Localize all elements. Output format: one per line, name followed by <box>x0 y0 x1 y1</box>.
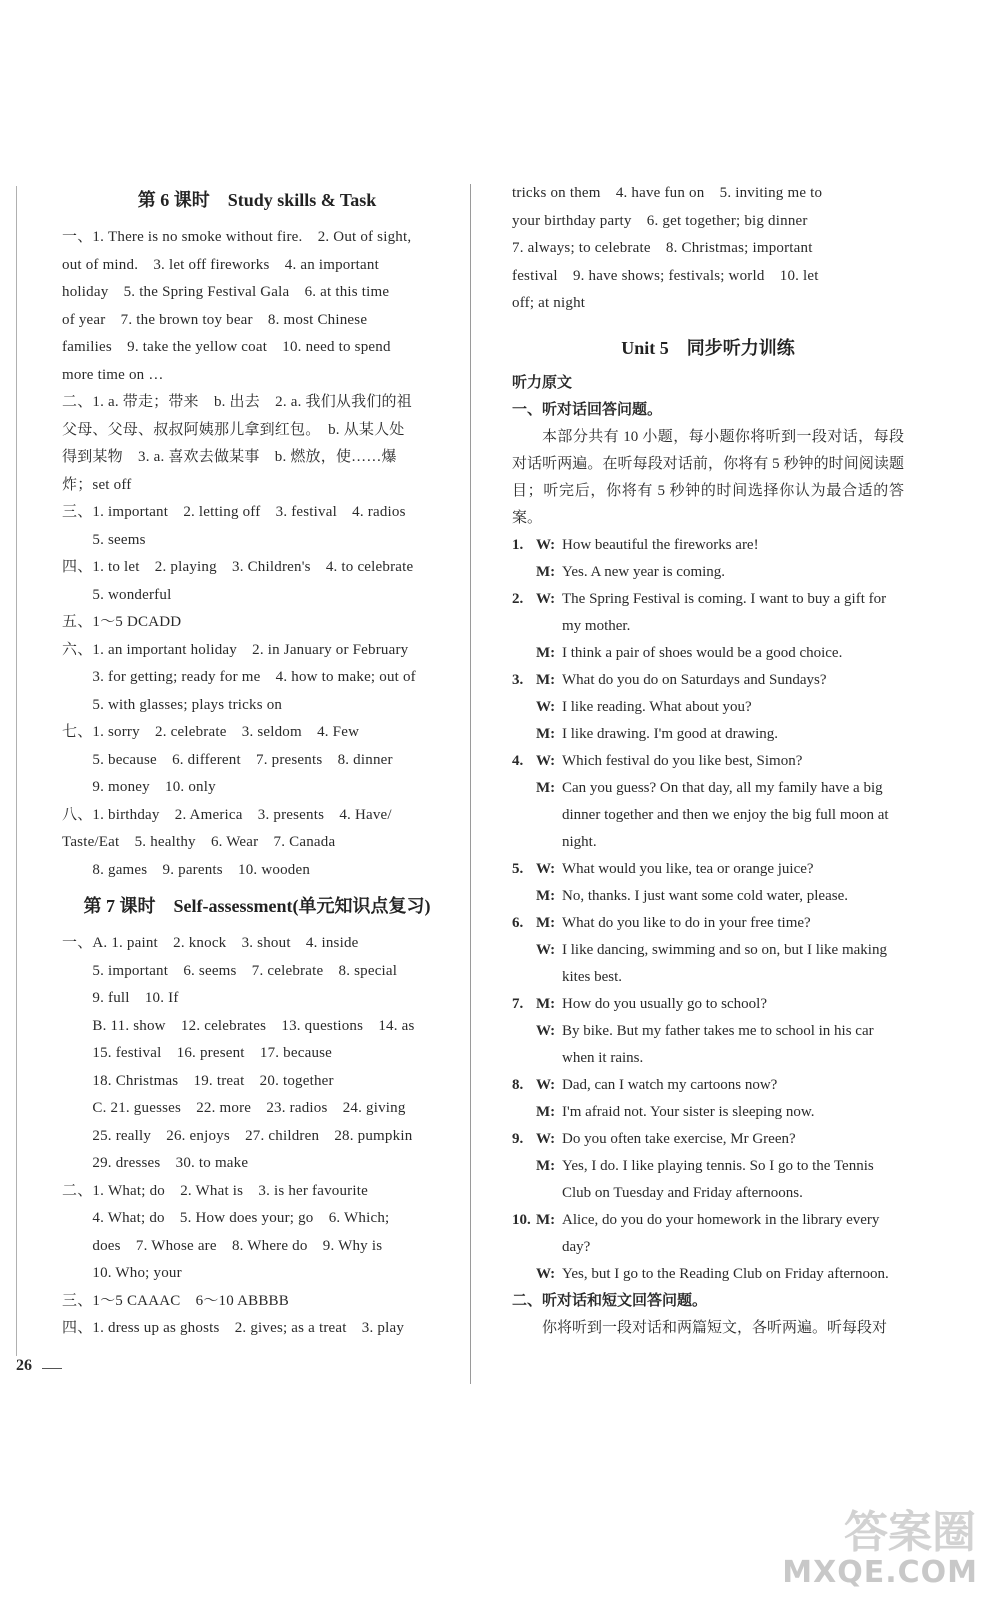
dialogue-line <box>512 667 904 694</box>
dialogue-number <box>512 1099 536 1126</box>
speaker-label: M: <box>536 914 556 931</box>
answer-line: B. 11. show 12. celebrates 13. questions 14. as <box>62 1017 415 1034</box>
dialogue-line <box>512 1072 904 1099</box>
speech-text: Dad, can I watch my cartoons now? <box>562 1076 778 1093</box>
answer-line: Taste/Eat 5. healthy 6. Wear 7. Canada <box>62 834 336 850</box>
part1-intro: 本部分共有 10 小题，每小题你将听到一段对话，每段对话听两遍。在听每段对话前，你将有 5 秒钟的时间阅读题目；听完后，你将有 5 秒钟的时间选择你认为最合适的答案。 <box>512 428 904 526</box>
answer-line: 5. with glasses; plays tricks on <box>62 696 283 713</box>
speech-text: Yes, but I go to the Reading Club on Friday afternoon. <box>562 1265 889 1282</box>
lesson6-answers <box>62 224 452 884</box>
speech-text: What do you like to do in your free time? <box>562 914 811 931</box>
dialogue-number: 8. <box>512 1076 524 1093</box>
left-margin-rule <box>16 186 17 1356</box>
answer-line: 得到某物 3. a. 喜欢去做某事 b. 燃放，使……爆 <box>62 449 397 465</box>
continued-answers <box>512 180 904 318</box>
speech-text: The Spring Festival is coming. I want to buy a gift for my mother. <box>562 590 887 634</box>
dialogue-line <box>512 1153 904 1207</box>
answer-line: 炸；set off <box>62 476 132 493</box>
dialogue-line <box>512 1261 904 1288</box>
speech-text: Which festival do you like best, Simon? <box>562 752 803 769</box>
speaker-label: M: <box>536 887 556 904</box>
dialogue-number <box>512 937 536 991</box>
dialogue-line <box>512 532 904 559</box>
answer-line: 5. important 6. seems 7. celebrate 8. special <box>62 962 398 979</box>
answer-line: 8. games 9. parents 10. wooden <box>62 861 311 878</box>
dialogue-number <box>512 721 536 748</box>
speaker-label: W: <box>536 590 556 607</box>
right-column <box>512 180 904 1342</box>
part2-intro: 你将听到一段对话和两篇短文，各听两遍。听每段对 <box>542 1319 888 1336</box>
speech-text: What do you do on Saturdays and Sundays? <box>562 671 827 688</box>
answer-line: 二、1. a. 带走；带来 b. 出去 2. a. 我们从我们的祖 <box>62 394 412 410</box>
speaker-label: W: <box>536 1265 556 1282</box>
speaker-label: M: <box>536 1103 556 1120</box>
answer-line: 七、1. sorry 2. celebrate 3. seldom 4. Few <box>62 724 360 740</box>
part1-heading: 一、听对话回答问题。 <box>512 401 663 418</box>
speaker-label: W: <box>536 698 556 715</box>
dialogue-number <box>512 694 536 721</box>
speaker-label: M: <box>536 779 556 796</box>
answer-line: of year 7. the brown toy bear 8. most Chinese <box>62 311 368 328</box>
speaker-label: W: <box>536 536 556 553</box>
part2-heading: 二、听对话和短文回答问题。 <box>512 1292 708 1309</box>
speaker-label: W: <box>536 941 556 958</box>
dialogue-line <box>512 910 904 937</box>
speaker-label: W: <box>536 1130 556 1147</box>
answer-line: 一、1. There is no smoke without fire. 2. Out of sight, <box>62 229 412 245</box>
answer-line: your birthday party 6. get together; big dinner <box>512 212 808 229</box>
speaker-label: W: <box>536 752 556 769</box>
dialogue-number <box>512 883 536 910</box>
answer-line: holiday 5. the Spring Festival Gala 6. at this time <box>62 284 390 300</box>
dialogue-line <box>512 991 904 1018</box>
dialogue-line <box>512 721 904 748</box>
answer-line: 一、A. 1. paint 2. knock 3. shout 4. inside <box>62 935 359 951</box>
dialogue-line <box>512 883 904 910</box>
page-number-rule <box>42 1368 62 1369</box>
speech-text: How do you usually go to school? <box>562 995 767 1012</box>
dialogue-list <box>512 532 904 1288</box>
speaker-label: M: <box>536 725 556 742</box>
dialogue-line <box>512 1126 904 1153</box>
dialogue-number: 6. <box>512 914 524 931</box>
dialogue-number <box>512 1018 536 1072</box>
dialogue-line <box>512 586 904 640</box>
answer-line: tricks on them 4. have fun on 5. inviting me to <box>512 185 823 201</box>
speaker-label: W: <box>536 1076 556 1093</box>
answer-line: more time on … <box>62 366 164 383</box>
dialogue-number: 4. <box>512 752 524 769</box>
answer-line: 3. for getting; ready for me 4. how to make; out of <box>62 669 416 685</box>
speech-text: Yes. A new year is coming. <box>562 563 726 580</box>
answer-line: 二、1. What; do 2. What is 3. is her favourite <box>62 1182 368 1199</box>
dialogue-number <box>512 640 536 667</box>
answer-line: 9. full 10. If <box>62 990 179 1006</box>
answer-line: 9. money 10. only <box>62 779 216 795</box>
column-divider <box>470 184 471 1384</box>
dialogue-number <box>512 1153 536 1207</box>
lesson6-title: 第 6 课时 Study skills & Task <box>137 190 377 210</box>
answer-line: 29. dresses 30. to make <box>62 1155 249 1171</box>
speech-text: Alice, do you do your homework in the library every day? <box>562 1211 880 1255</box>
speaker-label: M: <box>536 1157 556 1174</box>
speaker-label: M: <box>536 1211 556 1228</box>
speech-text: What would you like, tea or orange juice? <box>562 860 814 877</box>
dialogue-line <box>512 559 904 586</box>
answer-line: 5. because 6. different 7. presents 8. dinner <box>62 751 393 768</box>
answer-line: 18. Christmas 19. treat 20. together <box>62 1072 334 1089</box>
dialogue-number: 1. <box>512 536 524 553</box>
speaker-label: M: <box>536 671 556 688</box>
listening-label: 听力原文 <box>512 374 573 391</box>
dialogue-line <box>512 775 904 856</box>
speaker-label: M: <box>536 644 556 661</box>
dialogue-line <box>512 856 904 883</box>
answer-line: 5. seems <box>62 531 146 548</box>
answer-line: 六、1. an important holiday 2. in January or February <box>62 641 409 658</box>
dialogue-number: 2. <box>512 590 524 607</box>
dialogue-number: 10. <box>512 1211 531 1228</box>
dialogue-line <box>512 937 904 991</box>
dialogue-number: 3. <box>512 671 524 688</box>
speech-text: I like drawing. I'm good at drawing. <box>562 725 778 742</box>
answer-line: 父母、父母、叔叔阿姨那儿拿到红包。 b. 从某人处 <box>62 421 405 438</box>
speaker-label: M: <box>536 995 556 1012</box>
speech-text: Do you often take exercise, Mr Green? <box>562 1130 796 1147</box>
dialogue-number: 7. <box>512 995 524 1012</box>
speech-text: By bike. But my father takes me to school in his car when it rains. <box>562 1022 874 1066</box>
unit5-title: Unit 5 同步听力训练 <box>621 337 795 358</box>
speech-text: I like dancing, swimming and so on, but I like making kites best. <box>562 941 887 985</box>
answer-line: 四、1. to let 2. playing 3. Children's 4. to celebrate <box>62 559 414 575</box>
dialogue-number <box>512 775 536 856</box>
page-number: 26 <box>16 1357 32 1374</box>
answer-line: off; at night <box>512 295 586 311</box>
answer-line: 三、1. important 2. letting off 3. festival 4. radios <box>62 504 406 520</box>
answer-line: 四、1. dress up as ghosts 2. gives; as a treat 3. play <box>62 1320 405 1336</box>
speech-text: I like reading. What about you? <box>562 698 752 715</box>
speech-text: Yes, I do. I like playing tennis. So I go to the Tennis Club on Tuesday and Friday afternoons. <box>562 1157 874 1201</box>
dialogue-number <box>512 1261 536 1288</box>
dialogue-line <box>512 1099 904 1126</box>
lesson7-title: 第 7 课时 Self-assessment(单元知识点复习) <box>83 896 431 916</box>
speech-text: Can you guess? On that day, all my family have a big dinner together and then we enjoy the big full moon at night. <box>562 779 889 850</box>
answer-line: 10. Who; your <box>62 1265 182 1281</box>
answer-line: festival 9. have shows; festivals; world 10. let <box>512 267 819 284</box>
answer-line: C. 21. guesses 22. more 23. radios 24. giving <box>62 1100 406 1116</box>
lesson7-answers <box>62 930 452 1343</box>
dialogue-line <box>512 694 904 721</box>
answer-line: 25. really 26. enjoys 27. children 28. pumpkin <box>62 1127 413 1144</box>
speech-text: I'm afraid not. Your sister is sleeping now. <box>562 1103 815 1120</box>
answer-line: out of mind. 3. let off fireworks 4. an important <box>62 256 379 273</box>
dialogue-line <box>512 1018 904 1072</box>
speech-text: No, thanks. I just want some cold water, please. <box>562 887 848 904</box>
watermark-url: MXQE.COM <box>782 1555 978 1590</box>
answer-line: 7. always; to celebrate 8. Christmas; important <box>512 240 813 256</box>
speech-text: How beautiful the fireworks are! <box>562 536 759 553</box>
left-column <box>62 180 452 1343</box>
dialogue-number: 5. <box>512 860 524 877</box>
answer-line: 五、1～5 DCADD <box>62 614 182 630</box>
answer-line: 三、1～5 CAAAC 6～10 ABBBB <box>62 1292 289 1309</box>
speaker-label: W: <box>536 860 556 877</box>
answer-line: 4. What; do 5. How does your; go 6. Which; <box>62 1210 390 1226</box>
answer-line: families 9. take the yellow coat 10. need to spend <box>62 339 391 355</box>
answer-line: does 7. Whose are 8. Where do 9. Why is <box>62 1237 383 1254</box>
speech-text: I think a pair of shoes would be a good choice. <box>562 644 843 661</box>
answer-line: 5. wonderful <box>62 586 172 603</box>
dialogue-line <box>512 640 904 667</box>
answer-line: 八、1. birthday 2. America 3. presents 4. Have/ <box>62 806 392 823</box>
answer-line: 15. festival 16. present 17. because <box>62 1045 333 1061</box>
speaker-label: W: <box>536 1022 556 1039</box>
dialogue-number: 9. <box>512 1130 524 1147</box>
watermark-logo: 答案圈 <box>844 1507 976 1558</box>
dialogue-line <box>512 1207 904 1261</box>
speaker-label: M: <box>536 563 556 580</box>
dialogue-number <box>512 559 536 586</box>
dialogue-line <box>512 748 904 775</box>
